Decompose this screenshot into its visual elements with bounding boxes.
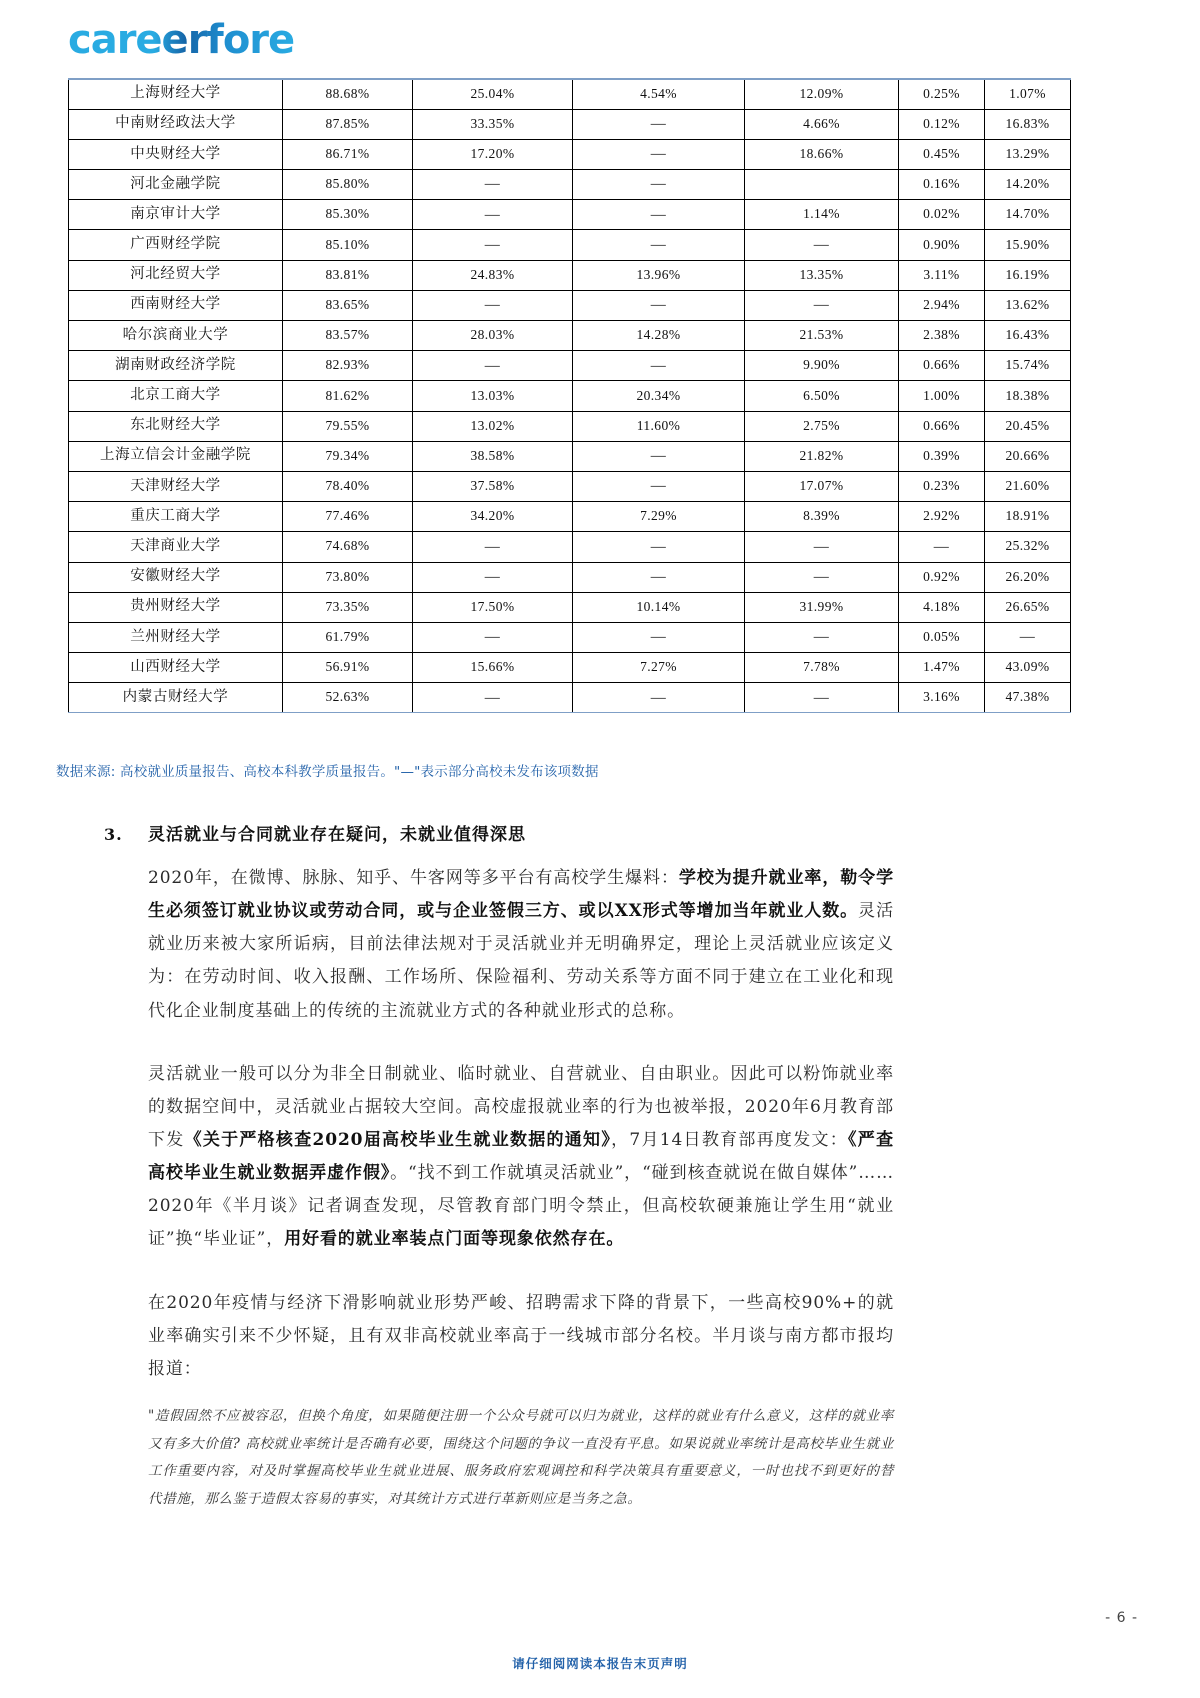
table-row — [69, 79, 1071, 109]
table-cell-c5: 0.05% — [899, 622, 985, 652]
table-row — [69, 653, 1071, 683]
table-cell-c2: 28.03% — [413, 321, 573, 351]
table-cell-c5: 4.18% — [899, 592, 985, 622]
table-cell-c5: 1.00% — [899, 381, 985, 411]
table-cell-school: 中南财经政法大学 — [69, 109, 283, 139]
table-cell-c3: — — [573, 351, 745, 381]
footer-disclaimer: 请仔细阅网读本报告末页声明 — [512, 1656, 688, 1671]
paragraph-1 — [148, 862, 894, 1028]
table-cell-c5: 3.11% — [899, 260, 985, 290]
paragraph-2-part-a: 灵活就业一般可以分为非全日制就业、临时就业、自营就业、自由职业。因此可以粉饰就业率的数据空间中，灵活就业占据较大空间。高校虚报就业率的行为也被举报，2020年6月教育部下发 — [148, 1063, 894, 1150]
table-cell-school: 兰州财经大学 — [69, 622, 283, 652]
table-cell-c2: 15.66% — [413, 653, 573, 683]
table-row — [69, 290, 1071, 320]
table-cell-c2: 33.35% — [413, 109, 573, 139]
table-cell-c2: 24.83% — [413, 260, 573, 290]
table-cell-c4: 21.82% — [745, 441, 899, 471]
table-cell-c2: 38.58% — [413, 441, 573, 471]
table-cell-c1: 86.71% — [283, 139, 413, 169]
table-cell-c3: 20.34% — [573, 381, 745, 411]
table-cell-c1: 81.62% — [283, 381, 413, 411]
table-cell-c5: 0.66% — [899, 351, 985, 381]
table-source-note: 数据来源: 高校就业质量报告、高校本科教学质量报告。"—"表示部分高校未发布该项数据 — [56, 764, 599, 780]
table-cell-c1: 77.46% — [283, 502, 413, 532]
table-cell-school: 河北经贸大学 — [69, 260, 283, 290]
paragraph-2-part-c: ，7月14日教育部再度发文： — [611, 1129, 849, 1150]
brand-logo-text: careerfore — [68, 17, 295, 63]
table-cell-c3: 11.60% — [573, 411, 745, 441]
table-cell-c3: — — [573, 683, 745, 713]
table-cell-c4: 8.39% — [745, 502, 899, 532]
table-cell-c5: — — [899, 532, 985, 562]
table-cell-c2: 37.58% — [413, 471, 573, 501]
table-cell-c1: 87.85% — [283, 109, 413, 139]
table-cell-c1: 83.81% — [283, 260, 413, 290]
table-row — [69, 351, 1071, 381]
table-cell-c3: 10.14% — [573, 592, 745, 622]
table-cell-c4: 4.66% — [745, 109, 899, 139]
table-cell-c3: — — [573, 471, 745, 501]
table-cell-c5: 0.12% — [899, 109, 985, 139]
table-cell-c1: 83.65% — [283, 290, 413, 320]
table-cell-c3: 13.96% — [573, 260, 745, 290]
table-row — [69, 260, 1071, 290]
table-cell-c6: 20.45% — [985, 411, 1071, 441]
paragraph-2-doc-title-1: 《关于严格核查2020届高校毕业生就业数据的通知》 — [184, 1129, 612, 1150]
table-cell-c1: 56.91% — [283, 653, 413, 683]
table-cell-c6: 16.43% — [985, 321, 1071, 351]
table-cell-c5: 0.23% — [899, 471, 985, 501]
table-row — [69, 622, 1071, 652]
table-cell-c1: 82.93% — [283, 351, 413, 381]
table-cell-c6: 15.74% — [985, 351, 1071, 381]
table-cell-c5: 0.66% — [899, 411, 985, 441]
table-cell-c2: — — [413, 230, 573, 260]
table-cell-c1: 73.35% — [283, 592, 413, 622]
table-cell-school: 贵州财经大学 — [69, 592, 283, 622]
table-row — [69, 170, 1071, 200]
table-cell-c5: 3.16% — [899, 683, 985, 713]
table-cell-c2: — — [413, 622, 573, 652]
table-cell-c6: 15.90% — [985, 230, 1071, 260]
table-cell-school: 广西财经学院 — [69, 230, 283, 260]
table-cell-c1: 79.34% — [283, 441, 413, 471]
paragraph-1-part-c: 灵活就业历来被大家所诟病，目前法律法规对于灵活就业并无明确界定，理论上灵活就业应该定义为：在劳动时间、收入报酬、工作场所、保险福利、劳动关系等方面不同于建立在工业化和现代化企业制度基础上的传统的主流就业方式的各种就业形式的总称。 — [148, 901, 894, 1021]
table-cell-c5: 0.39% — [899, 441, 985, 471]
table-cell-c2: — — [413, 200, 573, 230]
table-cell-c4: 13.35% — [745, 260, 899, 290]
table-cell-c4: 21.53% — [745, 321, 899, 351]
paragraph-2-part-f-bold: 用好看的就业率装点门面等现象依然存在。 — [284, 1229, 625, 1250]
table-cell-c4: 12.09% — [745, 79, 899, 109]
quoted-commentary: "造假固然不应被容忍，但换个角度，如果随便注册一个公众号就可以归为就业，这样的就业有什么意义，这样的就业率又有多大价值? 高校就业率统计是否确有必要，围绕这个问题的争议一直没有平息。如果说就业率统计是高校毕业生就业工作重要内容，对及时掌握高校毕业生就业进展、服务政府宏观调控和科学决策具有重要意义，一时也找不到更好的替代措施，那么鉴于造假太容易的事实，对其统计方式进行革新则应是当务之急。 — [148, 1407, 894, 1507]
table-cell-c6: 13.62% — [985, 290, 1071, 320]
table-row — [69, 321, 1071, 351]
table-cell-school: 哈尔滨商业大学 — [69, 321, 283, 351]
table-cell-c6: 14.70% — [985, 200, 1071, 230]
paragraph-1-part-a: 2020年，在微博、脉脉、知乎、牛客网等多平台有高校学生爆料： — [148, 868, 679, 888]
table-row — [69, 471, 1071, 501]
table-cell-c5: 0.92% — [899, 562, 985, 592]
table-cell-c5: 0.25% — [899, 79, 985, 109]
table-cell-c6: 14.20% — [985, 170, 1071, 200]
table-cell-c1: 88.68% — [283, 79, 413, 109]
table-cell-c4: — — [745, 532, 899, 562]
table-cell-c6: 18.38% — [985, 381, 1071, 411]
table-row — [69, 139, 1071, 169]
table-cell-c3: 14.28% — [573, 321, 745, 351]
table-row — [69, 562, 1071, 592]
table-cell-school: 南京审计大学 — [69, 200, 283, 230]
table-cell-school: 东北财经大学 — [69, 411, 283, 441]
table-row — [69, 683, 1071, 713]
table-cell-c5: 0.16% — [899, 170, 985, 200]
table-cell-c3: — — [573, 230, 745, 260]
university-employment-table — [68, 78, 1071, 713]
table-cell-c1: 52.63% — [283, 683, 413, 713]
table-cell-c3: 4.54% — [573, 79, 745, 109]
paragraph-2 — [148, 1058, 894, 1257]
table-cell-c6: 21.60% — [985, 471, 1071, 501]
table-cell-c6: 26.20% — [985, 562, 1071, 592]
table-cell-c6: 25.32% — [985, 532, 1071, 562]
table-cell-c4: — — [745, 290, 899, 320]
table-cell-c4: — — [745, 622, 899, 652]
table-cell-c1: 73.80% — [283, 562, 413, 592]
table-cell-c3: — — [573, 441, 745, 471]
table-cell-c6: 43.09% — [985, 653, 1071, 683]
table-cell-c2: 13.03% — [413, 381, 573, 411]
table-cell-c4: 7.78% — [745, 653, 899, 683]
table-cell-c6: 18.91% — [985, 502, 1071, 532]
table-cell-c4: — — [745, 683, 899, 713]
table-cell-c4: 2.75% — [745, 411, 899, 441]
table-cell-c1: 85.10% — [283, 230, 413, 260]
table-cell-c3: — — [573, 139, 745, 169]
table-cell-c2: — — [413, 290, 573, 320]
table-cell-c4: 6.50% — [745, 381, 899, 411]
table-cell-c5: 1.47% — [899, 653, 985, 683]
table-cell-c2: — — [413, 351, 573, 381]
table-cell-c2: — — [413, 532, 573, 562]
table-cell-c5: 0.90% — [899, 230, 985, 260]
section-title: 灵活就业与合同就业存在疑问，未就业值得深思 — [148, 825, 526, 845]
table-cell-c6: 16.19% — [985, 260, 1071, 290]
table-row — [69, 502, 1071, 532]
section-number: 3. — [104, 825, 123, 844]
university-employment-table-wrapper — [68, 78, 1070, 713]
table-cell-c3: 7.27% — [573, 653, 745, 683]
paragraph-3: 在2020年疫情与经济下滑影响就业形势严峻、招聘需求下降的背景下，一些高校90%+的就业率确实引来不少怀疑，且有双非高校就业率高于一线城市部分名校。半月谈与南方都市报均报道： — [148, 1292, 894, 1379]
table-cell-c6: 26.65% — [985, 592, 1071, 622]
article-content — [104, 820, 894, 1527]
table-cell-c1: 83.57% — [283, 321, 413, 351]
table-body — [69, 79, 1071, 713]
table-cell-school: 重庆工商大学 — [69, 502, 283, 532]
table-row — [69, 441, 1071, 471]
table-cell-c6: 1.07% — [985, 79, 1071, 109]
table-cell-school: 西南财经大学 — [69, 290, 283, 320]
table-row — [69, 230, 1071, 260]
paragraph-1-part-b-bold: 学校为提升就业率，勒令学生必须签订就业协议或劳动合同，或与企业签假三方、或以XX形式等增加当年就业人数。 — [148, 868, 894, 922]
brand-logo — [68, 14, 294, 66]
table-cell-c4: — — [745, 230, 899, 260]
table-cell-c2: 34.20% — [413, 502, 573, 532]
table-cell-c3: — — [573, 109, 745, 139]
table-cell-school: 天津商业大学 — [69, 532, 283, 562]
table-cell-c4 — [745, 170, 899, 200]
table-cell-c4: 31.99% — [745, 592, 899, 622]
table-cell-c5: 0.45% — [899, 139, 985, 169]
table-cell-school: 天津财经大学 — [69, 471, 283, 501]
table-cell-c5: 2.92% — [899, 502, 985, 532]
table-cell-c5: 2.94% — [899, 290, 985, 320]
table-cell-c1: 78.40% — [283, 471, 413, 501]
table-cell-c1: 85.30% — [283, 200, 413, 230]
table-cell-c6: 47.38% — [985, 683, 1071, 713]
table-cell-c6: 13.29% — [985, 139, 1071, 169]
table-cell-c2: — — [413, 170, 573, 200]
table-cell-c3: — — [573, 170, 745, 200]
table-cell-school: 中央财经大学 — [69, 139, 283, 169]
table-cell-school: 上海立信会计金融学院 — [69, 441, 283, 471]
table-cell-c6: — — [985, 622, 1071, 652]
table-row — [69, 411, 1071, 441]
table-cell-c3: — — [573, 290, 745, 320]
table-cell-school: 安徽财经大学 — [69, 562, 283, 592]
table-cell-school: 北京工商大学 — [69, 381, 283, 411]
table-cell-c5: 0.02% — [899, 200, 985, 230]
table-cell-c2: — — [413, 683, 573, 713]
section-heading — [104, 820, 894, 845]
table-cell-c4: 1.14% — [745, 200, 899, 230]
table-cell-c2: 25.04% — [413, 79, 573, 109]
table-cell-school: 河北金融学院 — [69, 170, 283, 200]
table-cell-c2: 13.02% — [413, 411, 573, 441]
page-number: - 6 - — [1105, 1610, 1138, 1626]
table-cell-c5: 2.38% — [899, 321, 985, 351]
table-cell-c3: 7.29% — [573, 502, 745, 532]
table-cell-c4: 18.66% — [745, 139, 899, 169]
table-cell-c2: 17.20% — [413, 139, 573, 169]
table-cell-school: 湖南财政经济学院 — [69, 351, 283, 381]
table-cell-c4: — — [745, 562, 899, 592]
table-row — [69, 109, 1071, 139]
table-cell-c2: — — [413, 562, 573, 592]
table-cell-c1: 79.55% — [283, 411, 413, 441]
table-cell-c6: 16.83% — [985, 109, 1071, 139]
table-cell-c1: 61.79% — [283, 622, 413, 652]
table-cell-c4: 9.90% — [745, 351, 899, 381]
table-cell-c2: 17.50% — [413, 592, 573, 622]
table-cell-c6: 20.66% — [985, 441, 1071, 471]
table-cell-c4: 17.07% — [745, 471, 899, 501]
paragraph-2-doc-title-2: 《严查高校毕业生就业数据弄虚作假》 — [148, 1129, 894, 1184]
table-row — [69, 592, 1071, 622]
table-cell-school: 内蒙古财经大学 — [69, 683, 283, 713]
table-cell-school: 山西财经大学 — [69, 653, 283, 683]
table-cell-school: 上海财经大学 — [69, 79, 283, 109]
table-cell-c3: — — [573, 562, 745, 592]
table-row — [69, 381, 1071, 411]
table-cell-c3: — — [573, 622, 745, 652]
table-row — [69, 200, 1071, 230]
table-row — [69, 532, 1071, 562]
table-cell-c3: — — [573, 200, 745, 230]
paragraph-2-part-e: 。“找不到工作就填灵活就业”，“碰到核查就说在做自媒体”……2020年《半月谈》记者调查发现，尽管教育部门明令禁止，但高校软硬兼施让学生用“就业证”换“毕业证”， — [148, 1163, 895, 1250]
table-cell-c1: 85.80% — [283, 170, 413, 200]
table-cell-c3: — — [573, 532, 745, 562]
table-cell-c1: 74.68% — [283, 532, 413, 562]
